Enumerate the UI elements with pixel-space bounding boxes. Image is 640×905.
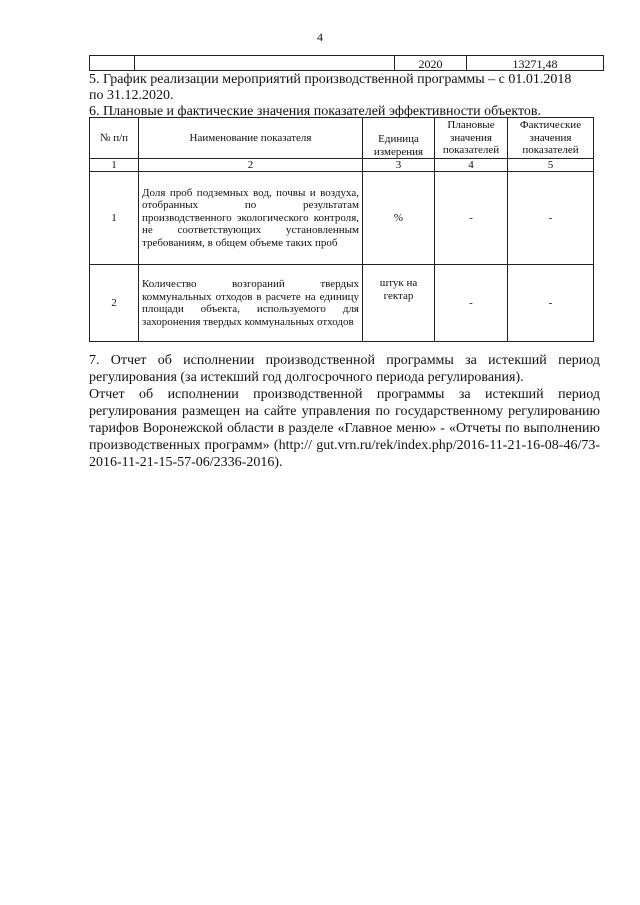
column-number: 5 bbox=[508, 159, 594, 172]
section-5-line-1: 5. График реализации мероприятий производственной программы – с 01.01.2018 bbox=[89, 72, 572, 87]
column-number: 1 bbox=[90, 159, 139, 172]
plan-value: - bbox=[435, 265, 508, 342]
fact-value: - bbox=[508, 172, 594, 265]
row-num: 2 bbox=[90, 265, 139, 342]
plan-value: - bbox=[435, 172, 508, 265]
amount-cell: 13271,48 bbox=[467, 56, 604, 71]
column-number: 3 bbox=[363, 159, 435, 172]
page-number: 4 bbox=[317, 30, 323, 44]
table-row bbox=[90, 172, 594, 265]
table-cell bbox=[135, 56, 395, 71]
column-number: 2 bbox=[139, 159, 363, 172]
table-row bbox=[90, 56, 604, 71]
section-5 bbox=[89, 72, 589, 104]
previous-table-fragment bbox=[89, 55, 604, 71]
table-cell bbox=[90, 56, 135, 71]
header-name: Наименование показателя bbox=[139, 118, 363, 159]
header-plan: Плановые значения показателей bbox=[435, 118, 508, 159]
table-header-row bbox=[90, 118, 594, 159]
column-number-row bbox=[90, 159, 594, 172]
section-5-line-2: по 31.12.2020. bbox=[89, 88, 174, 103]
section-7-title: 7. Отчет об исполнении производственной программы за истекший период регулирования (за истекший год долгосрочного периода регулирования). bbox=[89, 353, 600, 385]
indicator-unit: % bbox=[363, 172, 435, 265]
fact-value: - bbox=[508, 265, 594, 342]
table-row bbox=[90, 265, 594, 342]
header-num: № п/п bbox=[90, 118, 139, 159]
row-num: 1 bbox=[90, 172, 139, 265]
header-fact: Фактические значения показателей bbox=[508, 118, 594, 159]
header-unit: Единица измерения bbox=[363, 118, 435, 159]
section-6-title: 6. Плановые и фактические значения показателей эффективности объектов. bbox=[89, 104, 542, 119]
indicator-name: Количество возгораний твердых коммунальных отходов в расчете на единицу площади объекта, используемого для захоронения твердых коммунальных отходов bbox=[139, 265, 363, 342]
section-7-body: Отчет об исполнении производственной программы за истекший период регулирования размещен на сайте управления по государственному регулированию тарифов Воронежской области в разделе «Главное меню» - «Отчеты по выполнению производственных программ» (http:// gut.vrn.ru/rek/index.php/2016-11-21-16-08-46/73-2016-11-21-15-57-06/2336-2016). bbox=[89, 387, 600, 470]
indicator-name: Доля проб подземных вод, почвы и воздуха, отобранных по результатам производственного экологического контроля, не соответствующих установленным требованиям, в общем объеме таких проб bbox=[139, 172, 363, 265]
column-number: 4 bbox=[435, 159, 508, 172]
year-cell: 2020 bbox=[395, 56, 467, 71]
efficiency-indicators-table bbox=[89, 117, 594, 342]
indicator-unit: штук на гектар bbox=[363, 265, 435, 342]
